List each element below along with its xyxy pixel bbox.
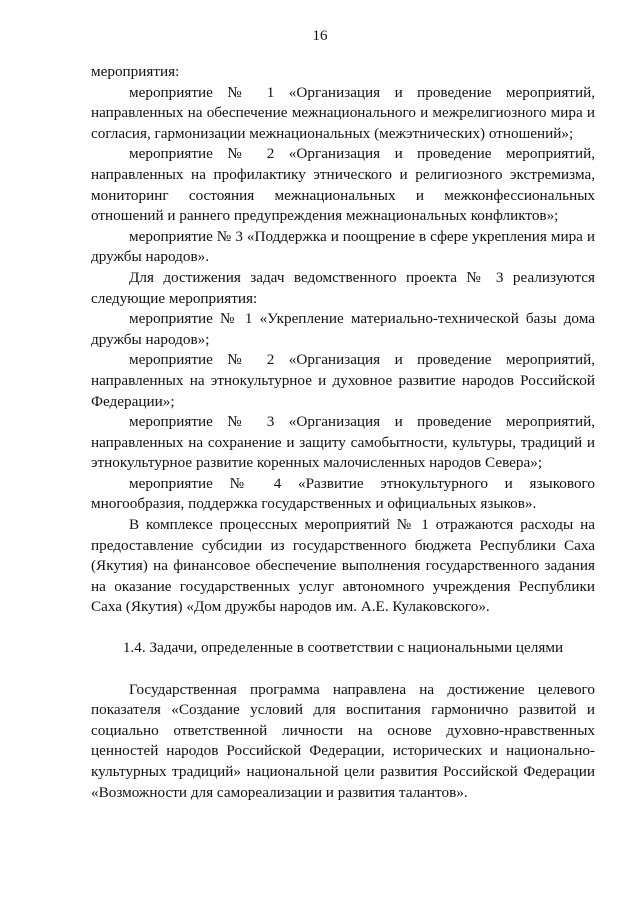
paragraph: мероприятия:	[91, 63, 180, 80]
paragraph: Государственная программа направлена на достижение целевого показателя «Создание условий для воспитания гармонично развитой и социально ответственной личности на основе духовно-нравственных ценностей народов Российской Федерации, исторических и национально-культурных традиций» национальной цели развития Российской Федерации «Возможности для самореализации и развития талантов».	[91, 680, 595, 801]
paragraph: В комплексе процессных мероприятий № 1 отражаются расходы на предоставление субсидии из государственного бюджета Республики Саха (Якутия) на финансовое обеспечение выполнения государственного задания на оказание государственных услуг автономного учреждения Республики Саха (Якутия) «Дом дружбы народов им. А.Е. Кулаковского».	[91, 516, 595, 616]
paragraph: мероприятие № 4 «Развитие этнокультурного и языкового многообразия, поддержка государственных и официальных языков».	[91, 474, 595, 513]
paragraph: мероприятие № 3 «Поддержка и поощрение в сфере укрепления мира и дружбы народов».	[91, 227, 595, 266]
page-number: 16	[312, 28, 328, 44]
paragraph: мероприятие № 2 «Организация и проведение мероприятий, направленных на этнокультурное и духовное развитие народов Российской Федерации»;	[91, 351, 595, 410]
paragraph: мероприятие № 3 «Организация и проведение мероприятий, направленных на сохранение и защиту самобытности, культуры, традиций и этнокультурное развитие коренных малочисленных народов Севера»;	[91, 413, 595, 472]
paragraph: мероприятие № 2 «Организация и проведение мероприятий, направленных на профилактику этнического и религиозного экстремизма, мониторинг состояния межнациональных и межконфессиональных отношений и раннего предупреждения межнациональных конфликтов»;	[91, 145, 595, 225]
paragraph: мероприятие № 1 «Организация и проведение мероприятий, направленных на обеспечение межнационального и межрелигиозного мира и согласия, гармонизации межнациональных (межэтнических) отношений»;	[91, 83, 595, 142]
document-body	[91, 62, 595, 803]
section-heading: 1.4. Задачи, определенные в соответствии с национальными целями	[122, 639, 564, 657]
paragraph: Для достижения задач ведомственного проекта № 3 реализуются следующие мероприятия:	[91, 268, 595, 307]
paragraph: мероприятие № 1 «Укрепление материально-технической базы дома дружбы народов»;	[91, 310, 595, 348]
